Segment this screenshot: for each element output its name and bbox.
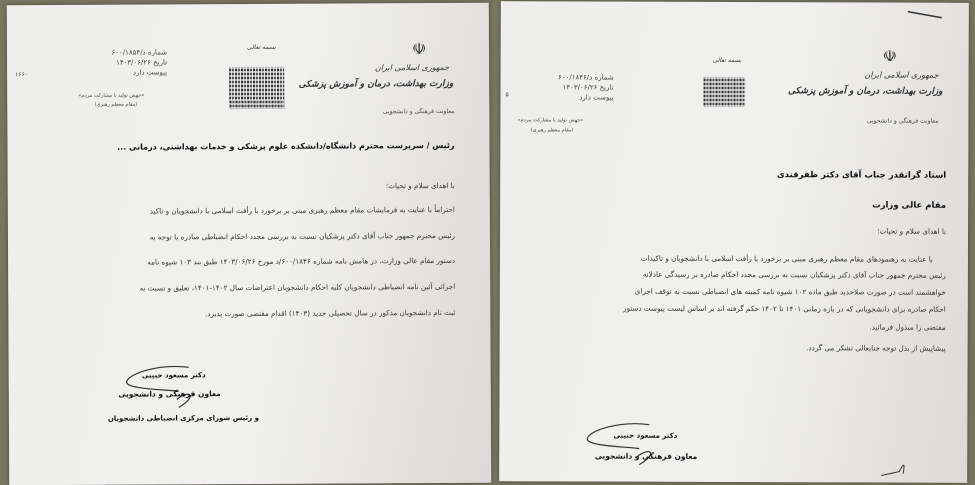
date-label: تاریخ [153, 58, 168, 67]
body-line: احتراماً با عنایت به فرمایشات مقام معظم رهبری مبنی بر برخورد با رأفت اسلامی با دانشجویان و تاکید [149, 204, 455, 216]
number-row [558, 73, 614, 81]
margin-note: ۱۶۶۰ [15, 71, 29, 79]
body-line: احکام صادره برای دانشجویانی که در بازه زمانی ۱۴۰۱ تا ۱۴۰۲ حکم گرفته اند بر اساس لیست پیوست دستور [623, 303, 946, 314]
number-row [111, 48, 167, 56]
signer-name: دکتر مسعود حبیبی [613, 431, 678, 440]
attachment-value: دارد [579, 93, 591, 102]
slogan-line-1: «جهش تولید با مشارکت مردم» [517, 117, 584, 124]
header-line-3: معاونت فرهنگی و دانشجویی [382, 107, 455, 116]
date-row [563, 83, 614, 91]
attachment-label: پیوست [146, 68, 168, 77]
addressee-2: مقام عالی وزارت [872, 200, 947, 211]
body-line: دستور مقام عالی وزارت، در هامش نامه شماره ۶۰۰/۱۸۴۶/د مورخ ۱۴۰۳/۰۶/۲۶ طبق بند ۱۰۳ شیوه نامه [147, 255, 456, 267]
slogan-line-2: (مقام معظم رهبری) [94, 101, 138, 108]
slogan-line-2: (مقام معظم رهبری) [530, 127, 574, 134]
body-line: رئیس محترم جمهور جناب آقای دکتر پزشکیان نسبت به بررسی مجدد احکام انضباطی صادره با توجه به [149, 230, 455, 242]
signer-title: معاون فرهنگی و دانشجویی [594, 451, 698, 461]
header-line-3: معاونت فرهنگی و دانشجویی [866, 117, 939, 125]
bismillah: بسمه تعالی [712, 56, 742, 65]
signature [119, 359, 219, 410]
attachment-row [579, 93, 613, 101]
body-line: خواهشمند است در صورت صلاحدید طبق ماده ۱۰۲ شیوه نامه کمیته های انضباطی نسبت به توقف اجرای [634, 286, 946, 297]
signer-title: معاون فرهنگی و دانشجویی [118, 389, 221, 399]
attachment-row [133, 68, 167, 76]
slogan-line-1: «جهش تولید با مشارکت مردم» [78, 92, 145, 99]
body-line: ثبت نام دانشجویان مذکور در سال تحصیلی جدید (۱۴۰۳) اقدام مقتضی صورت پذیرد. [204, 307, 456, 319]
signer-name: دکتر مسعود حبیبی [141, 371, 206, 380]
number-label: شماره [594, 73, 614, 82]
closing: پیشاپیش از بذل توجه جنابعالی تشکر می گردد. [806, 343, 946, 353]
date-row [116, 58, 167, 66]
qr-code [703, 77, 745, 107]
number-value: د/۶۰۰/۱۸۴۶ [558, 73, 593, 82]
signer-title-2: و رئیس شورای مرکزی انضباطی دانشجویان [107, 413, 259, 423]
qr-code [229, 67, 284, 109]
greeting: با اهدای سلام و تحیات؛ [385, 180, 455, 191]
greeting: با اهدای سلام و تحیات؛ [877, 226, 947, 236]
date-value: ۱۴۰۳/۰۶/۲۶ [562, 83, 598, 92]
addressee: استاد گرانقدر جناب آقای دکتر ظفرقندی [776, 170, 947, 181]
date-value: ۱۴۰۳/۰۶/۲۶ [116, 58, 151, 67]
attachment-value: دارد [132, 68, 145, 77]
body-line: رئیس محترم جمهور جناب آقای دکتر پزشکیان نسبت به بررسی مجدد احکام صادره بر رسیدگی عادلانه [642, 269, 946, 280]
left-letter [7, 3, 492, 485]
header-line-2: وزارت بهداشت، درمان و آموزش پزشکی [788, 86, 943, 97]
body-line: مقتضی را مبذول فرمائید. [869, 322, 946, 332]
addressee: رئیس / سرپرست محترم دانشگاه/دانشکده علوم پزشکی و خدمات بهداشتی، درمانی ... [117, 140, 455, 152]
number-value: د/۶۰۰/۱۸۵۴ [111, 48, 146, 57]
number-label: شماره [147, 48, 168, 57]
emblem-icon: ☫ [882, 46, 898, 66]
header-line-1: جمهوری اسلامی ایران [864, 70, 939, 80]
date-label: تاریخ [599, 83, 614, 92]
right-letter [499, 1, 969, 483]
body-line: اجرائی آئین نامه انضباطی دانشجویان کلیه احکام دانشجویان اعتراضات سال ۱۴۰۲-۱۴۰۱، تعلیق و نسبت به [139, 281, 456, 293]
header-line-2: وزارت بهداشت، درمان و آموزش پزشکی [298, 78, 454, 90]
attachment-label: پیوست [593, 93, 614, 102]
emblem-icon: ☫ [411, 39, 427, 59]
header-line-1: جمهوری اسلامی ایران [374, 62, 450, 73]
bismillah: بسمه تعالی [246, 43, 276, 52]
margin-note: ۵ [505, 91, 509, 99]
pen-mark [906, 9, 946, 21]
initials-mark [879, 458, 919, 478]
body-line: با عنایت به رهنمودهای مقام معظم رهبری مبنی بر برخورد با رأفت اسلامی با دانشجویان و تاکیدات [640, 253, 933, 264]
